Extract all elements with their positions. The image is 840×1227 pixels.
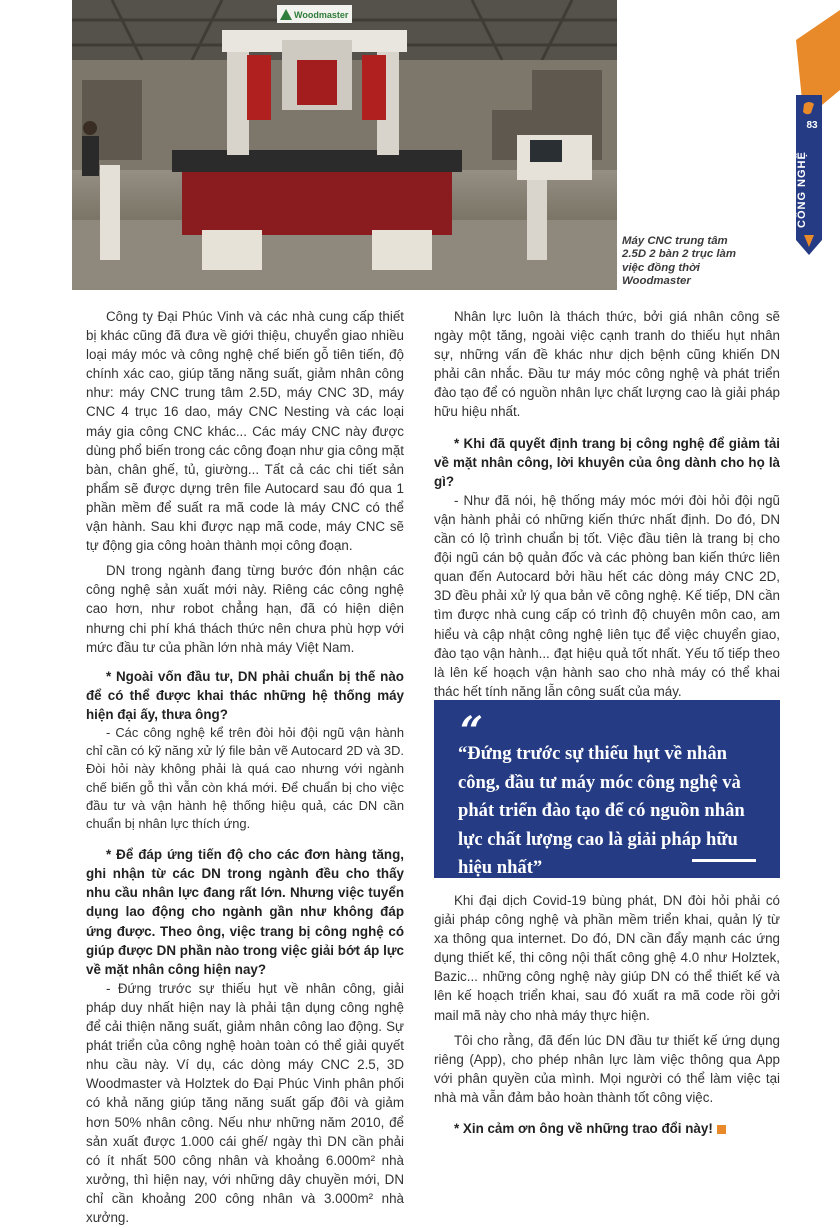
right-column-top xyxy=(434,307,780,701)
paragraph: Nhân lực luôn là thách thức, bởi giá nhân công sẽ ngày một tăng, ngoài việc cạnh tranh do thiếu hụt nhân sự, những vấn đề khác như dịch bệnh cũng khiến DN phải cân nhắc. Đầu tư máy móc công nghệ và phát triển đào tạo để có nguồn nhân lực chất lượng cao là giải pháp hữu hiệu nhất. xyxy=(434,309,780,420)
brand-sign: Woodmaster xyxy=(294,10,349,20)
end-mark-icon xyxy=(717,1125,726,1134)
interview-answer: - Như đã nói, hệ thống máy móc mới đòi hỏi đội ngũ vận hành phải có những kiến thức nhất định. Do đó, DN cần có lộ trình chuẩn bị tốt. Việc đầu tiên là trang bị cho đội ngũ cán bộ quản đốc và các phòng ban kiến thức liên quan đến Autocard bởi hầu hết các dòng máy CNC 2D, 3D đều phải xử lý qua bản vẽ công nghệ. Kế tiếp, DN cần tìm được nhà cung cấp có trình độ chuyên môn cao, am hiểu và cập nhật công nghệ liên tục để việc chuyển giao, đào tạo vận hành... đạt hiệu quả tốt nhất. Yếu tố tiếp theo là lên kế hoạch vận hành sao cho nhà máy có thể khai thác hết tính năng lẫn công suất của máy. xyxy=(434,492,780,699)
pull-quote-text: “Đứng trước sự thiếu hụt về nhân công, đầu tư máy móc công nghệ và phát triển đào tạo để có nguồn nhân lực chất lượng cao là giải pháp hữu hiệu nhất” xyxy=(458,743,745,878)
left-column xyxy=(86,307,404,1227)
interview-question: * Để đáp ứng tiến độ cho các đơn hàng tăng, ghi nhận từ các DN trong ngành đều cho thấy nhu cầu nhân lực đang rất lớn. Nhưng việc tuyển dụng lao động cho ngành gần như không đáp ứng được. Theo ông, việc trang bị công nghệ có giúp được DN phần nào trong việc giải bớt áp lực về mặt nhân công hiện nay? xyxy=(86,847,404,977)
interview-question: * Khi đã quyết định trang bị công nghệ để giảm tải về mặt nhân công, lời khuyên của ông dành cho họ là gì? xyxy=(434,435,780,489)
closing-text: * Xin cảm ơn ông về những trao đổi này! xyxy=(454,1121,713,1137)
interview-question: * Ngoài vốn đầu tư, DN phải chuẩn bị thế nào để có thể được khai thác những hệ thống máy hiện đại ấy, thưa ông? xyxy=(86,668,404,722)
paragraph: Tôi cho rằng, đã đến lúc DN đầu tư thiết kế ứng dụng riêng (App), cho phép nhân lực làm việc thông qua App với phân quyền của mình. Mọi người có thể làm việc tại nhà mà vẫn đảm bảo hoàn thành tốt công việc. xyxy=(434,1032,780,1105)
paragraph: Công ty Đại Phúc Vinh và các nhà cung cấp thiết bị khác cũng đã đưa về giới thiệu, chuyển giao nhiều loại máy móc và công nghệ chế biến gỗ tiên tiến, độ chính xác cao, giúp tăng năng suất, giảm nhân công như: máy CNC trung tâm 2.5D, máy CNC 3D, máy CNC 4 trục 16 dao, máy CNC Nesting và các loại máy gia công CNC khác... Các máy CNC này được dùng phổ biến trong các công đoạn như gia công mặt bàn, chân ghế, tủ, giường... Tất cả các chi tiết sản phẩm sẽ được dựng trên file Autocard sau đó qua 1 phần mềm để suất ra mã code là máy CNC có thể vận hành. Sau khi được nạp mã code, máy CNC sẽ tự động gia công hoàn thành mọi công đoạn. xyxy=(86,309,404,554)
interview-answer: - Đứng trước sự thiếu hụt về nhân công, giải pháp duy nhất hiện nay là phải tận dụng công nghệ để cải thiện năng suất, giảm nhân công lao động. Sự phát triển của công nghệ hoàn toàn có thể giải quyết nhu cầu này. Ví dụ, các dòng máy CNC 2.5, 3D Woodmaster và Holztek do Đại Phúc Vinh phân phối có khả năng giúp tăng năng suất gấp đôi và giảm hơn 50% nhân công. Nếu như những năm 2010, để sản xuất được 1.000 cái ghế/ ngày thì DN cần phải có ít nhất 500 công nhân và khoảng 6.000m² nhà xưởng, thì hiện nay, với những dây chuyền mới, DN chỉ cần khoảng 200 công nhân và 3.000m² nhà xưởng. xyxy=(86,980,404,1225)
pull-quote xyxy=(434,700,780,878)
paragraph: DN trong ngành đang từng bước đón nhận các công nghệ sản xuất mới này. Riêng các công nghệ cao hơn, như robot chẳng hạn, đã có hiện diện nhưng chi phí khá thách thức nên chưa phù hợp với mức đầu tư của phần lớn nhà máy Việt Nam. xyxy=(86,563,404,655)
cnc-machine-photo xyxy=(72,0,617,290)
closing-line xyxy=(434,1119,780,1138)
page-number: 83 xyxy=(806,120,818,131)
right-column-bottom xyxy=(434,891,780,1138)
quote-rule xyxy=(692,859,756,862)
quote-mark-icon: “ xyxy=(460,708,478,755)
paragraph: Khi đại dịch Covid-19 bùng phát, DN đòi hỏi phải có giải pháp công nghệ và phần mềm triển khai, quản lý từ xa thông qua internet. Do đó, DN cần đẩy mạnh các ứng dụng thiết kế, thi công nội thất công ghệ 4.0 như Holztek, Bazic... những công nghệ này giúp DN có thể thiết kế và lên kế hoạch triển khai, sau đó xuất ra mã code rồi gởi mail mã này cho nhà máy thực hiện. xyxy=(434,893,780,1023)
photo-caption: Máy CNC trung tâm 2.5D 2 bàn 2 trục làm việc đồng thời Woodmaster xyxy=(622,235,736,288)
section-label: CÔNG NGHỆ xyxy=(796,151,808,229)
interview-answer: - Các công nghệ kể trên đòi hỏi đội ngũ vận hành chỉ cần có kỹ năng xử lý file bản vẽ Autocard 2D và 3D. Đòi hỏi này không phải là quá cao nhưng với ngành chế biến gỗ thì vẫn còn khá mới. Để chuẩn bị cho việc đầu tư và vận hành hệ thống hiệu quả, các DN cần chuẩn bị nhân lực thích ứng. xyxy=(86,724,404,831)
